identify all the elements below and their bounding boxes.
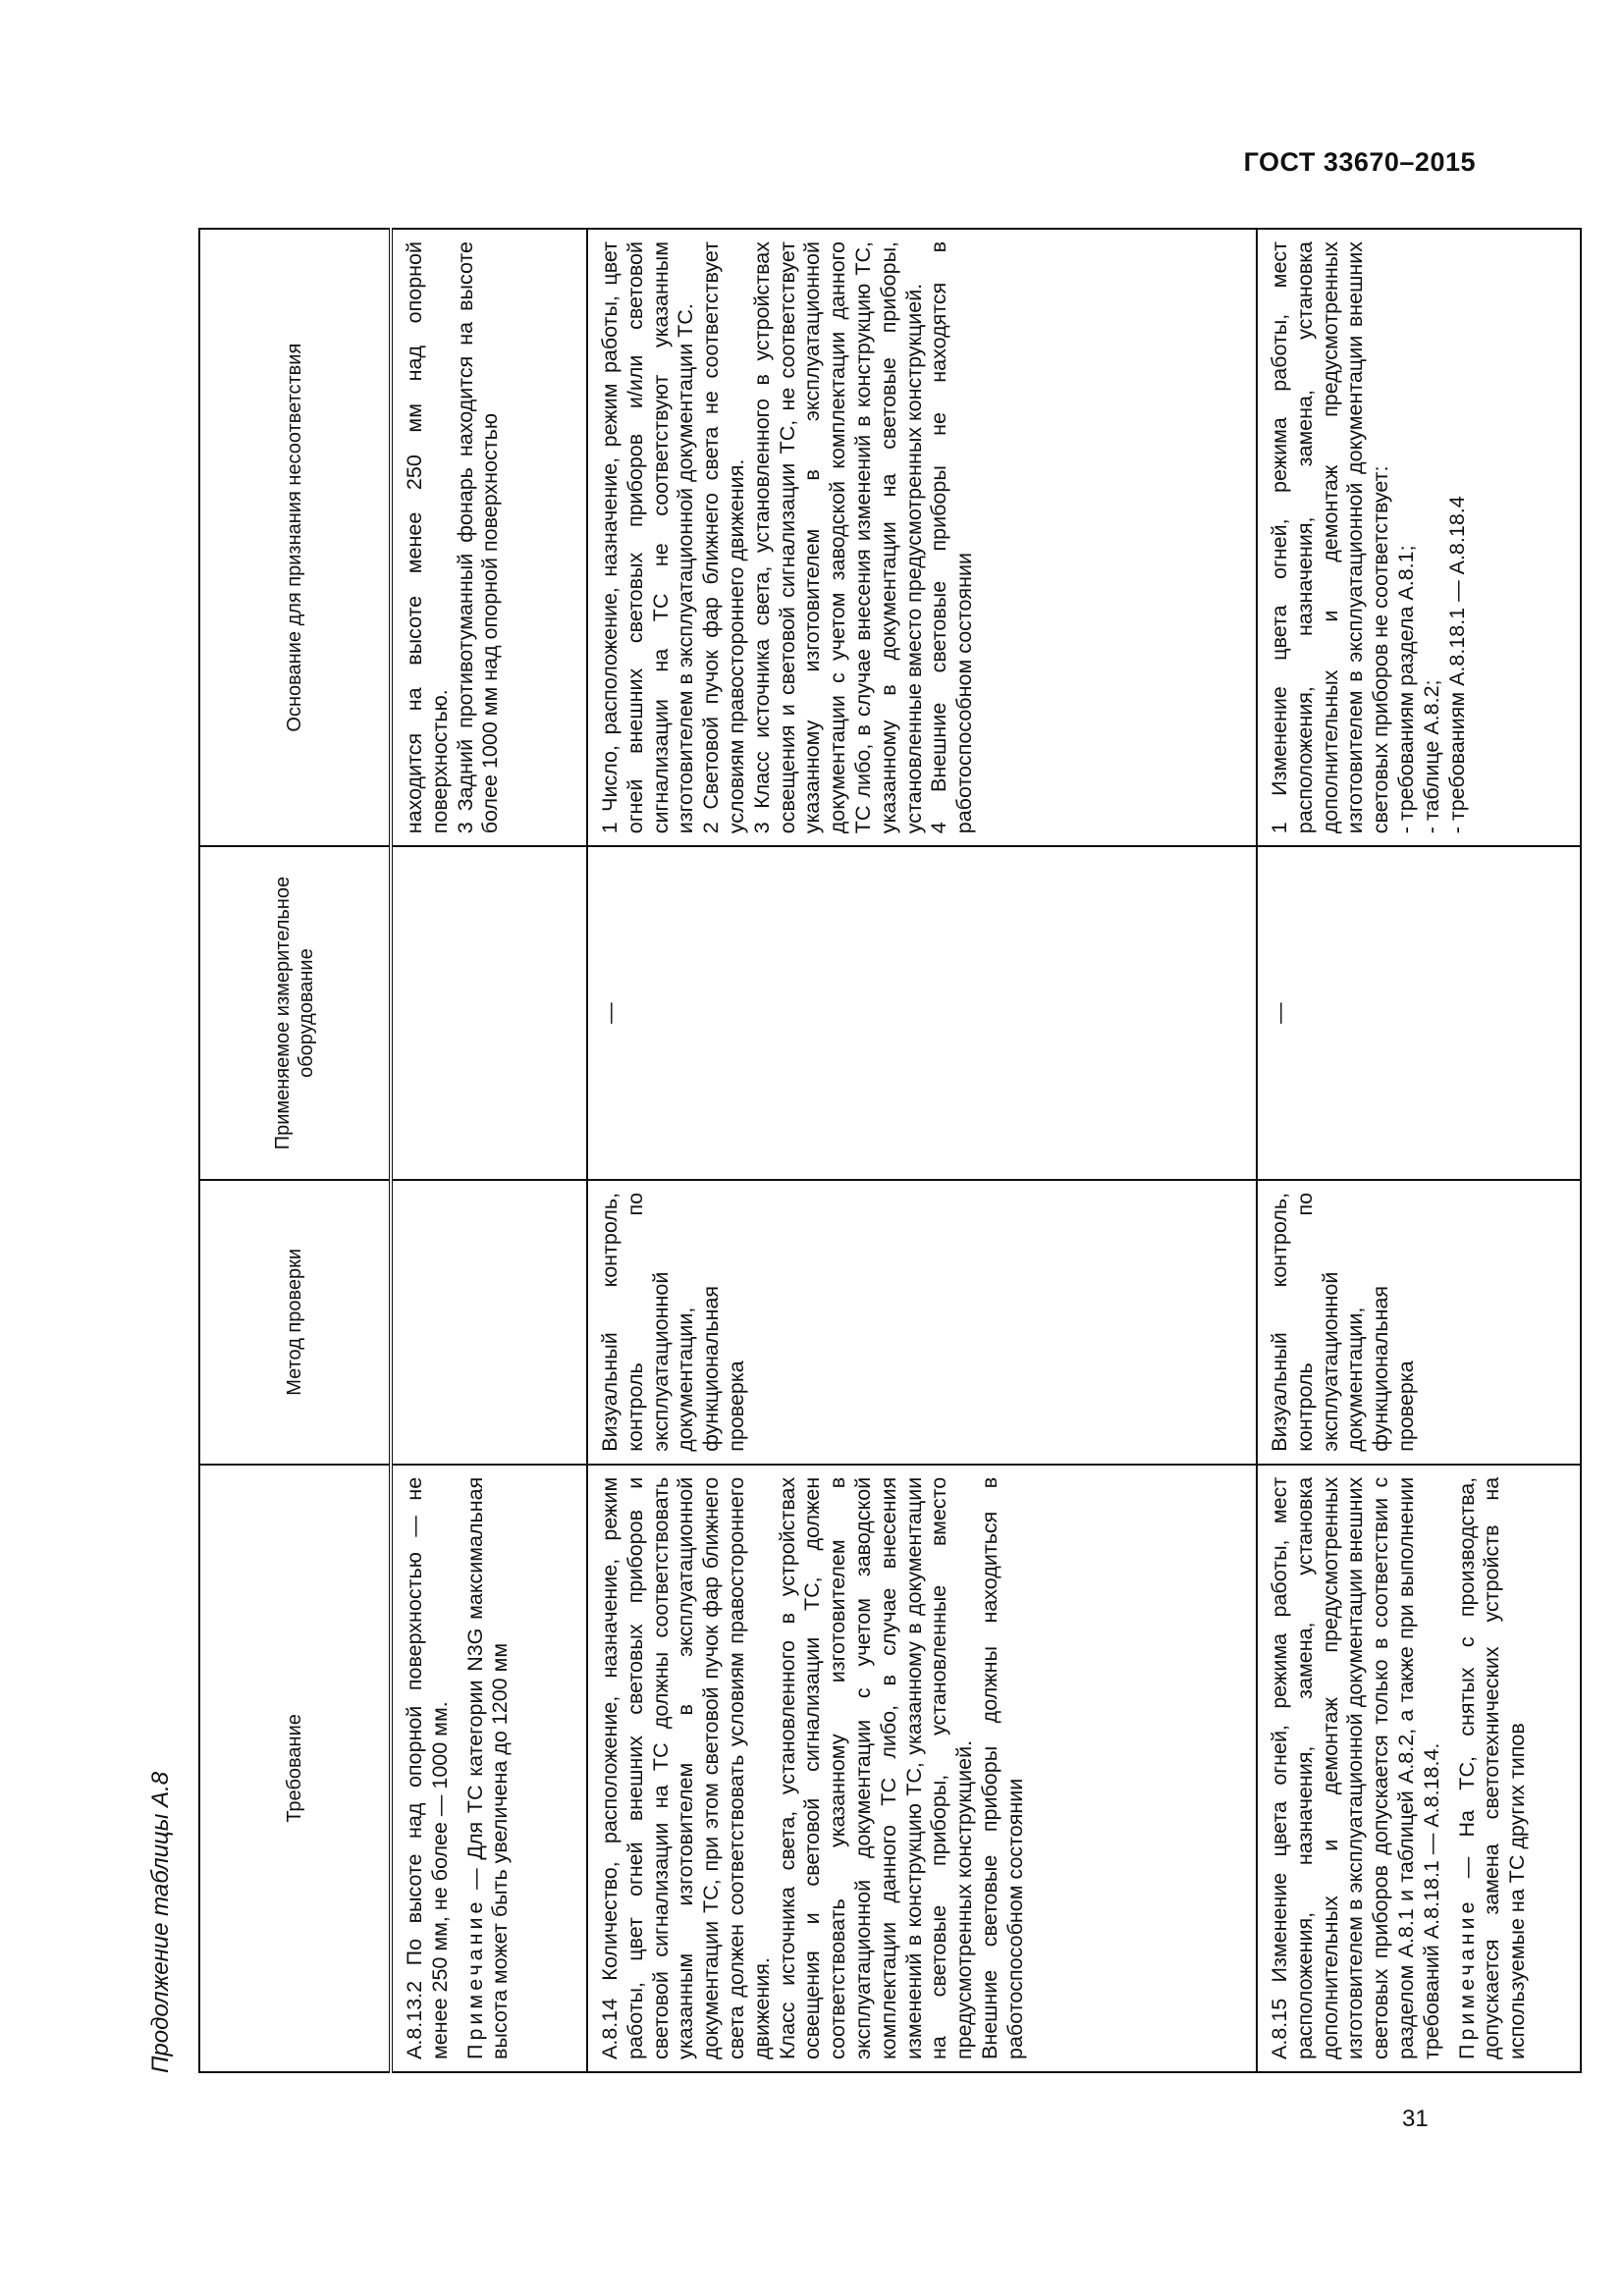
table-row xyxy=(391,229,587,2072)
requirement-cell: А.8.14 Количество, расположение, назначение, режим работы, цвет огней внешних световых приборов и световой сигнализации на ТС должны соответствовать указанным изготовителем в эксплуатационной документации ТС, при этом световой пучок фар ближнего света должен соответствовать условиям правостороннего движения. Класс источника света, установленного в устройствах освещения и световой сигнализации ТС, должен соответствовать указанному изготовителем в эксплуатационной документации с учетом заводской комплектации данного ТС либо, в случае внесения изменений в конструкцию ТС, указанному в документации на световые приборы, установленные вместо предусмотренных конструкцией. Внешние световые приборы должны находиться в работоспособном состоянии xyxy=(587,1465,1257,2072)
no-equipment-dash: — xyxy=(1268,1002,1291,1024)
column-header-method: Метод проверки xyxy=(199,1180,391,1465)
requirement-text: А.8.15 Изменение цвета огней, режима работы, мест расположения, назначения, замена, установка дополнительных и демонтаж предусмотренных изготовителем в эксплуатационной документации внешних световых приборов допускается только в соответствии с разделом А.8.1 и таблицей А.8.2, а также при выполнении требований А.8.18.1 — А.8.18.4. xyxy=(1268,1476,1443,2059)
equipment-cell xyxy=(391,846,587,1180)
requirement-cell xyxy=(391,1465,587,2072)
table-row xyxy=(1257,229,1581,2072)
requirement-note xyxy=(463,1477,514,2059)
column-header-basis: Основание для признания несоответствия xyxy=(199,229,391,846)
rotated-table-area xyxy=(147,228,1530,2073)
note-text: — Для ТС категории N3G максимальная высота может быть увеличена до 1200 мм xyxy=(462,1476,513,2059)
column-header-requirement: Требование xyxy=(199,1465,391,2072)
standard-number: ГОСТ 33670–2015 xyxy=(1243,147,1476,177)
column-header-equipment: Применяемое измерительное оборудование xyxy=(199,846,391,1180)
basis-cell: находится на высоте менее 250 мм над опорной поверхностью. 3 Задний противотуманный фонарь находится на высоте более 1000 мм над опорной поверхностью xyxy=(391,229,587,846)
no-equipment-dash: — xyxy=(598,1002,622,1024)
method-cell: Визуальный контроль, контроль по эксплуатационной документации, функциональная проверка xyxy=(587,1180,1257,1465)
note-text: — На ТС, снятых с производства, допускается замена светотехнических устройств на используемые на ТС других типов xyxy=(1454,1476,1530,2059)
requirements-table xyxy=(198,228,1582,2073)
requirement-text: А.8.13.2 По высоте над опорной поверхностью — не менее 250 мм, не более — 1000 мм. xyxy=(403,1476,452,2059)
basis-cell: 1 Изменение цвета огней, режима работы, мест расположения, назначения, замена, установка дополнительных и демонтаж предусмотренных изготовителем в эксплуатационной документации внешних световых приборов не соответствует: - требованиям раздела А.8.1; - таблице А.8.2; - требованиям А.8.18.1 — А.8.18.4 xyxy=(1257,229,1581,846)
equipment-cell xyxy=(587,846,1257,1180)
page-number: 31 xyxy=(1402,2106,1429,2132)
table-caption: Продолжение таблицы А.8 xyxy=(147,1771,174,2073)
equipment-cell xyxy=(1257,846,1581,1180)
requirement-cell xyxy=(1257,1465,1581,2072)
table-row xyxy=(587,229,1257,2072)
basis-cell: 1 Число, расположение, назначение, режим работы, цвет огней внешних световых приборов и/или световой сигнализации на ТС не соответствуют указанным изготовителем в эксплуатационной документации ТС. 2 Световой пучок фар ближнего света не соответствует условиям правостороннего движения. 3 Класс источника света, установленного в устройствах освещения и световой сигнализации ТС, не соответствует указанному изготовителем в эксплуатационной документации с учетом заводской комплектации данного ТС либо, в случае внесения изменений в конструкцию ТС, указанному в документации на световые приборы, установленные вместо предусмотренных конструкцией. 4 Внешние световые приборы не находятся в работоспособном состоянии xyxy=(587,229,1257,846)
method-cell: Визуальный контроль, контроль по эксплуатационной документации, функциональная проверка xyxy=(1257,1180,1581,1465)
method-cell xyxy=(391,1180,587,1465)
requirement-note xyxy=(1455,1477,1531,2059)
table-header-row xyxy=(199,229,391,2072)
note-label: Примечание xyxy=(462,1897,487,2059)
note-label: Примечание xyxy=(1454,1897,1479,2059)
